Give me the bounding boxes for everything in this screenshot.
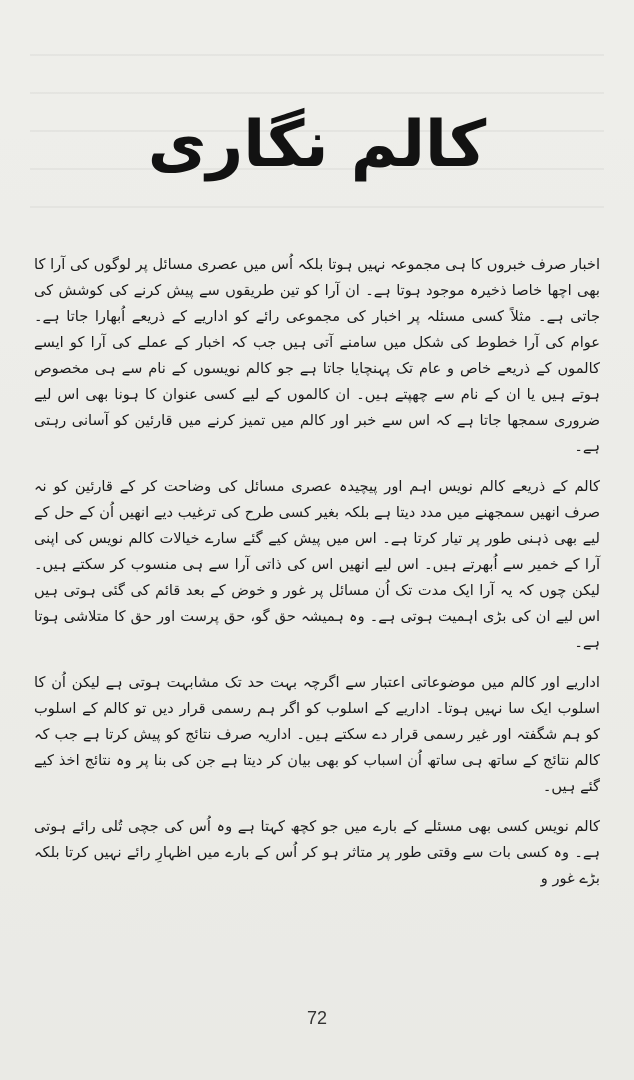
paragraph-3: اداریے اور کالم میں موضوعاتی اعتبار سے اگرچہ بہت حد تک مشابہت ہوتی ہے لیکن اُن کا اسلوب ایک سا نہیں ہوتا۔ اداریے کے اسلوب کو اگر ہم رسمی قرار دیں تو کالم کے اسلوب کو ہم شگفتہ اور غیر رسمی قرار دے سکتے ہیں۔ اداریہ صرف نتائج کو پیش کرتا ہے جب کہ کالم نتائج کے ساتھ ہی ساتھ اُن اسباب کو بھی بیان کر دیتا ہے جن کی بنا پر وہ نتائج اخذ کیے گئے ہیں۔ (34, 674, 600, 795)
paragraph-1: اخبار صرف خبروں کا ہی مجموعہ نہیں ہوتا بلکہ اُس میں عصری مسائل پر لوگوں کی آرا کا بھی اچھا خاصا ذخیرہ موجود ہوتا ہے۔ ان آرا کو تین طریقوں سے پیش کرنے کی کوشش کی جاتی ہے۔ مثلاً کسی مسئلہ پر اخبار کی مجموعی رائے کو اداریے کے ذریعے اُبھارا جاتا ہے۔ عوام کی آرا خطوط کی شکل میں سامنے آتی ہیں جب کہ اخبار کے عملے کی آرا کو ایسے کالموں کے ذریعے خاص و عام تک پہنچایا جاتا ہے جو کالم نویسوں کے نام سے ہی مخصوص ہوتے ہیں یا ان کے نام سے چھپتے ہیں۔ ان کالموں کے لیے کسی عنوان کا ہونا بھی اس لیے ضروری سمجھا جاتا ہے کہ اس سے خبر اور کالم میں تمیز کرنے میں قارئین کو آسانی رہتی ہے۔ (34, 256, 600, 455)
body-text (34, 252, 600, 906)
paragraph-4: کالم نویس کسی بھی مسئلے کے بارے میں جو کچھ کہتا ہے وہ اُس کی جچی تُلی رائے ہوتی ہے۔ وہ کسی بات سے وقتی طور پر متاثر ہو کر اُس کے بارے میں اظہارِ رائے نہیں کرتا بلکہ بڑے غور و (34, 818, 600, 887)
chapter-title: کالم نگاری (147, 108, 487, 182)
page-number: 72 (306, 1008, 328, 1028)
paragraph-2: کالم کے ذریعے کالم نویس اہم اور پیچیدہ عصری مسائل کی وضاحت کر کے قارئین کو نہ صرف انھیں سمجھنے میں مدد دیتا ہے بلکہ بغیر کسی طرح کی ترغیب دیے انھیں اُن کے حل کے لیے بھی ذہنی طور پر تیار کرتا ہے۔ اس میں پیش کیے گئے سارے خیالات کالم نویس کی اپنی آرا کے خمیر سے اُبھرتے ہیں۔ اس لیے انھیں اس کی ذاتی آرا سے ہی منسوب کر سکتے ہیں۔ لیکن چوں کہ یہ آرا ایک مدت تک اُن مسائل پر غور و خوض کے بعد قائم کی گئی ہوتی ہیں اس لیے ان کی بڑی اہمیت ہوتی ہے۔ وہ ہمیشہ حق گو، حق پرست اور حق کا متلاشی ہوتا ہے۔ (34, 478, 600, 651)
